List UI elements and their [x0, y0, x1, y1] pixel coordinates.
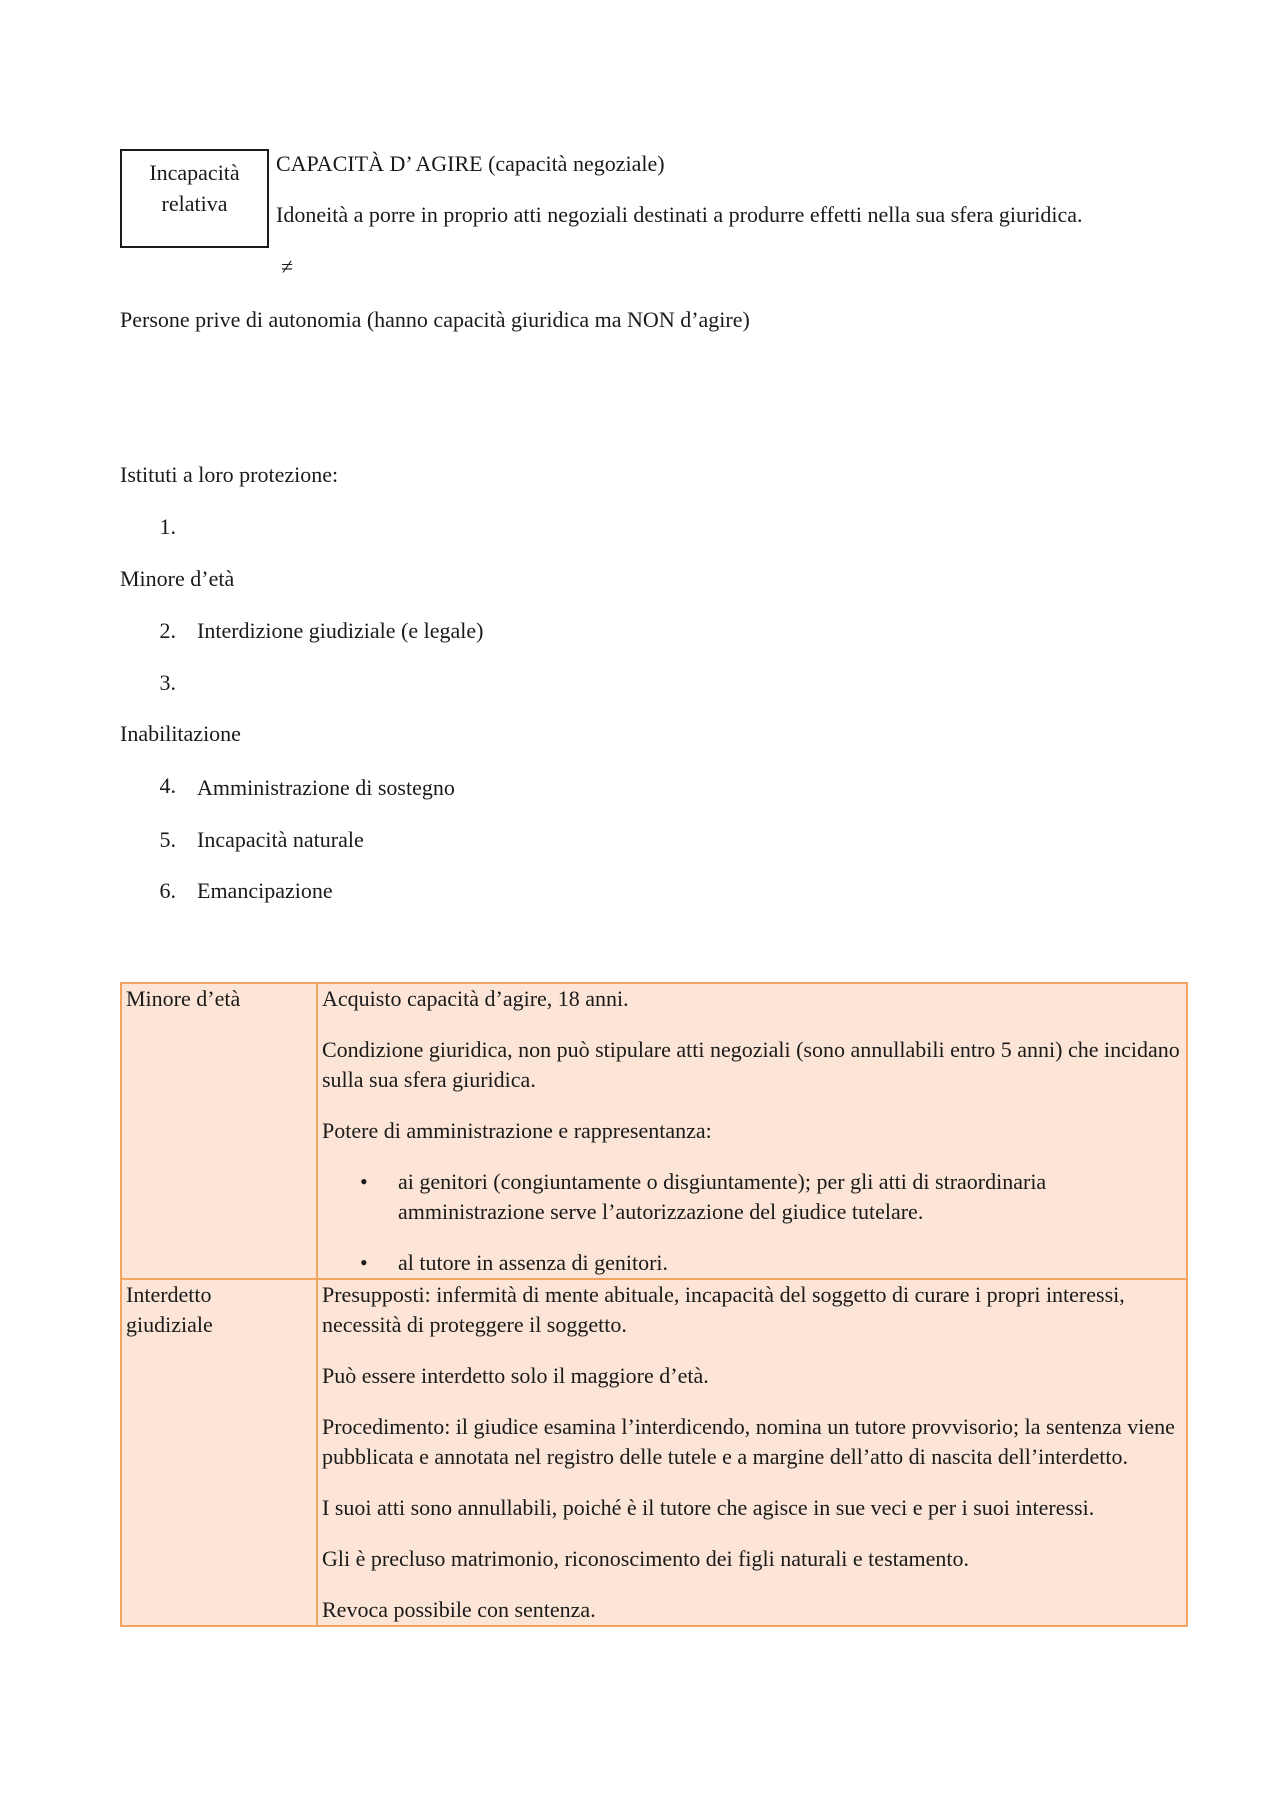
label-inabilitazione: Inabilitazione	[120, 721, 241, 746]
paragraph: I suoi atti sono annullabili, poiché è il tutore che agisce in sue veci e per i suoi interessi.	[322, 1495, 1095, 1520]
row-content-cell	[317, 983, 1187, 1279]
bullet-text: al tutore in assenza di genitori.	[398, 1250, 669, 1275]
list-number-2: 2.	[159, 618, 176, 643]
list-item-2: Interdizione giudiziale (e legale)	[197, 618, 484, 643]
paragraph: Gli è precluso matrimonio, riconoscimento dei figli naturali e testamento.	[322, 1546, 969, 1571]
paragraph: Acquisto capacità d’agire, 18 anni.	[322, 986, 629, 1011]
list-number-3: 3.	[159, 670, 176, 695]
list-number-1: 1.	[159, 514, 176, 539]
row-label: Minore d’età	[126, 986, 241, 1011]
not-equal-symbol: ≠	[281, 254, 294, 279]
heading: CAPACITÀ D’ AGIRE (capacità negoziale)	[276, 151, 665, 176]
row-label-line-2: giudiziale	[126, 1312, 213, 1337]
list-number-5: 5.	[159, 827, 176, 852]
box-line-2: relativa	[161, 191, 228, 216]
list-item-4: Amministrazione di sostegno	[197, 775, 455, 800]
box-line-1: Incapacità	[149, 160, 240, 185]
paragraph: Procedimento: il giudice esamina l’interdicendo, nomina un tutore provvisorio; la sentenza viene pubblicata e annotata nel registro delle tutele e a margine dell’atto di nascita dell’interdetto.	[322, 1414, 1175, 1469]
bullet-text: ai genitori (congiuntamente o disgiuntamente); per gli atti di straordinaria amministrazione serve l’autorizzazione del giudice tutelare.	[398, 1169, 1047, 1224]
bullet-item	[322, 1248, 1182, 1278]
row-label-cell	[121, 1279, 317, 1626]
paragraph: Potere di amministrazione e rappresentanza:	[322, 1118, 712, 1143]
paragraph: Condizione giuridica, non può stipulare atti negoziali (sono annullabili entro 5 anni) che incidano sulla sua sfera giuridica.	[322, 1037, 1180, 1092]
row-label-cell	[121, 983, 317, 1279]
persons-line: Persone prive di autonomia (hanno capacità giuridica ma NON d’agire)	[120, 307, 750, 332]
bullet-item	[322, 1167, 1182, 1227]
row-content-cell	[317, 1279, 1187, 1626]
institutes-title: Istituti a loro protezione:	[120, 462, 339, 487]
incapacita-box	[120, 149, 269, 248]
list-item-6: Emancipazione	[197, 878, 333, 903]
paragraph: Presupposti: infermità di mente abituale, incapacità del soggetto di curare i propri interessi, necessità di proteggere il soggetto.	[322, 1282, 1125, 1337]
list-item-5: Incapacità naturale	[197, 827, 364, 852]
label-minore: Minore d’età	[120, 566, 235, 591]
bullet-list	[322, 1167, 1182, 1278]
row-label-line-1: Interdetto	[126, 1282, 212, 1307]
definition: Idoneità a porre in proprio atti negoziali destinati a produrre effetti nella sua sfera giuridica.	[276, 202, 1083, 227]
table-row	[121, 1279, 1187, 1626]
list-number-6: 6.	[159, 878, 176, 903]
list-number-4: 4.	[159, 773, 176, 798]
notes-table	[120, 982, 1188, 1627]
paragraph: Revoca possibile con sentenza.	[322, 1597, 596, 1622]
bullet-icon: •	[360, 1250, 368, 1275]
bullet-icon: •	[360, 1169, 368, 1194]
paragraph: Può essere interdetto solo il maggiore d’età.	[322, 1363, 709, 1388]
table-row	[121, 983, 1187, 1279]
